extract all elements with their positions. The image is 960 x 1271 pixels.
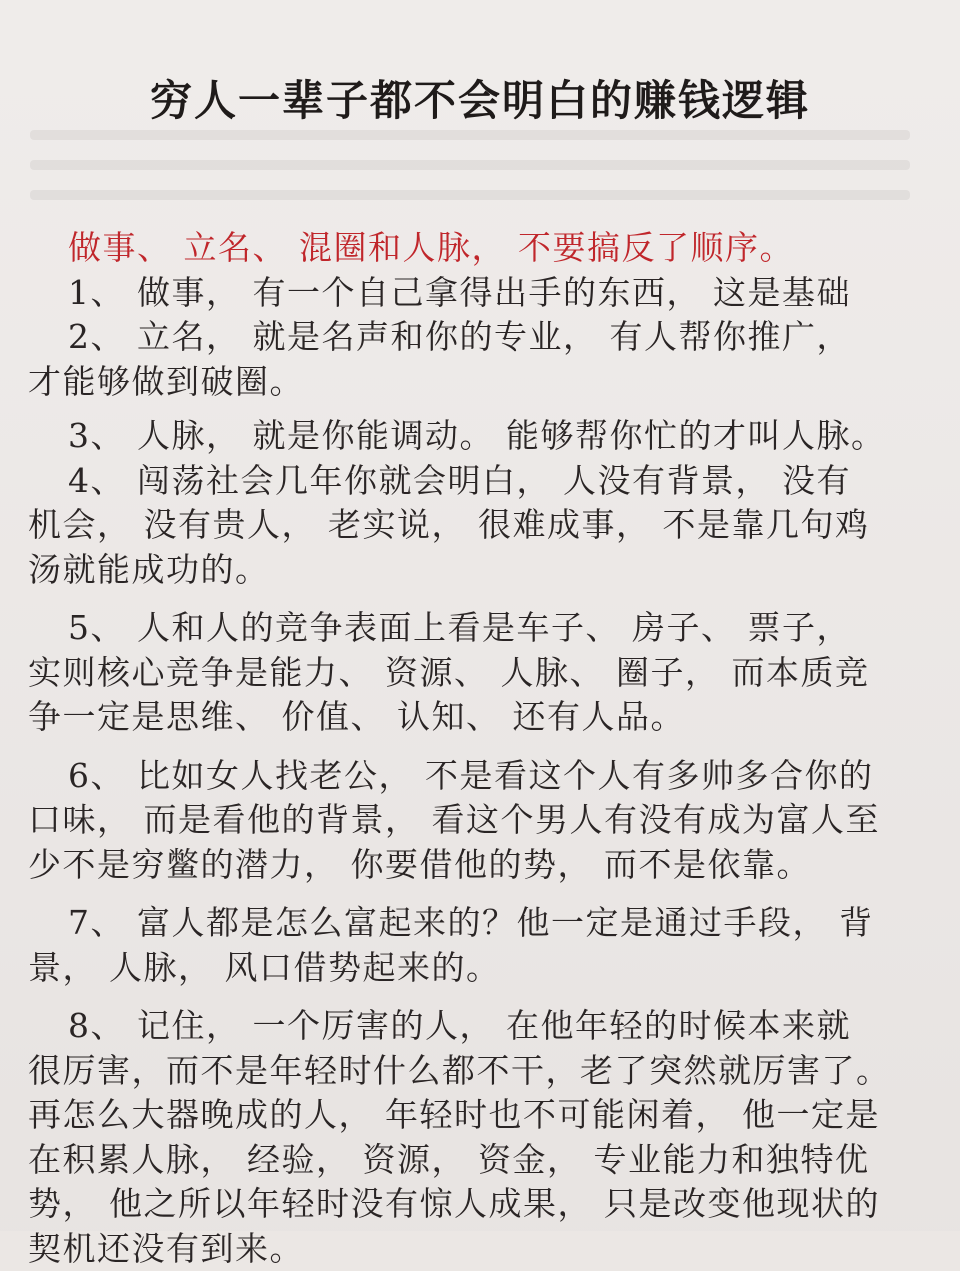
point-4 <box>28 459 928 593</box>
point-line: 实则核心竞争是能力、 资源、 人脉、 圈子， 而本质竞 <box>28 651 928 696</box>
point-line: 2、 立名， 就是名声和你的专业， 有人帮你推广， <box>28 315 928 360</box>
point-line: 势， 他之所以年轻时没有惊人成果， 只是改变他现状的 <box>28 1182 928 1227</box>
point-line: 很厉害，而不是年轻时什么都不干，老了突然就厉害了。 <box>28 1049 928 1094</box>
point-line: 7、 富人都是怎么富起来的？他一定是通过手段， 背 <box>28 901 928 946</box>
point-line: 3、 人脉， 就是你能调动。 能够帮你忙的才叫人脉。 <box>28 414 928 459</box>
point-5 <box>28 606 928 740</box>
page-title: 穷人一辈子都不会明白的赚钱逻辑 <box>0 68 960 128</box>
point-7 <box>28 901 928 990</box>
point-line: 争一定是思维、 价值、 认知、 还有人品。 <box>28 695 928 740</box>
point-line: 6、 比如女人找老公， 不是看这个人有多帅多合你的 <box>28 754 928 799</box>
point-line: 口味， 而是看他的背景， 看这个男人有没有成为富人至 <box>28 798 928 843</box>
faded-text-line <box>30 160 910 170</box>
intro-line: 做事、 立名、 混圈和人脉， 不要搞反了顺序。 <box>28 226 928 271</box>
point-line: 5、 人和人的竞争表面上看是车子、 房子、 票子， <box>28 606 928 651</box>
point-line: 在积累人脉， 经验， 资源， 资金， 专业能力和独特优 <box>28 1138 928 1183</box>
faded-text-line <box>30 130 910 140</box>
point-line: 再怎么大器晚成的人， 年轻时也不可能闲着， 他一定是 <box>28 1093 928 1138</box>
point-line: 4、 闯荡社会几年你就会明白， 人没有背景， 没有 <box>28 459 928 504</box>
point-line: 机会， 没有贵人， 老实说， 很难成事， 不是靠几句鸡 <box>28 503 928 548</box>
point-2 <box>28 315 928 404</box>
point-line: 才能够做到破圈。 <box>28 360 928 405</box>
point-line: 契机还没有到来。 <box>28 1227 928 1271</box>
faded-text-line <box>30 190 910 200</box>
point-line: 8、 记住， 一个厉害的人， 在他年轻的时候本来就 <box>28 1004 928 1049</box>
point-3 <box>28 414 928 459</box>
point-line: 少不是穷鳖的潜力， 你要借他的势， 而不是依靠。 <box>28 843 928 888</box>
point-1 <box>28 271 928 316</box>
article-body <box>28 226 928 1271</box>
point-line: 1、 做事， 有一个自己拿得出手的东西， 这是基础 <box>28 271 928 316</box>
point-6 <box>28 754 928 888</box>
point-line: 汤就能成功的。 <box>28 548 928 593</box>
point-line: 景， 人脉， 风口借势起来的。 <box>28 946 928 991</box>
